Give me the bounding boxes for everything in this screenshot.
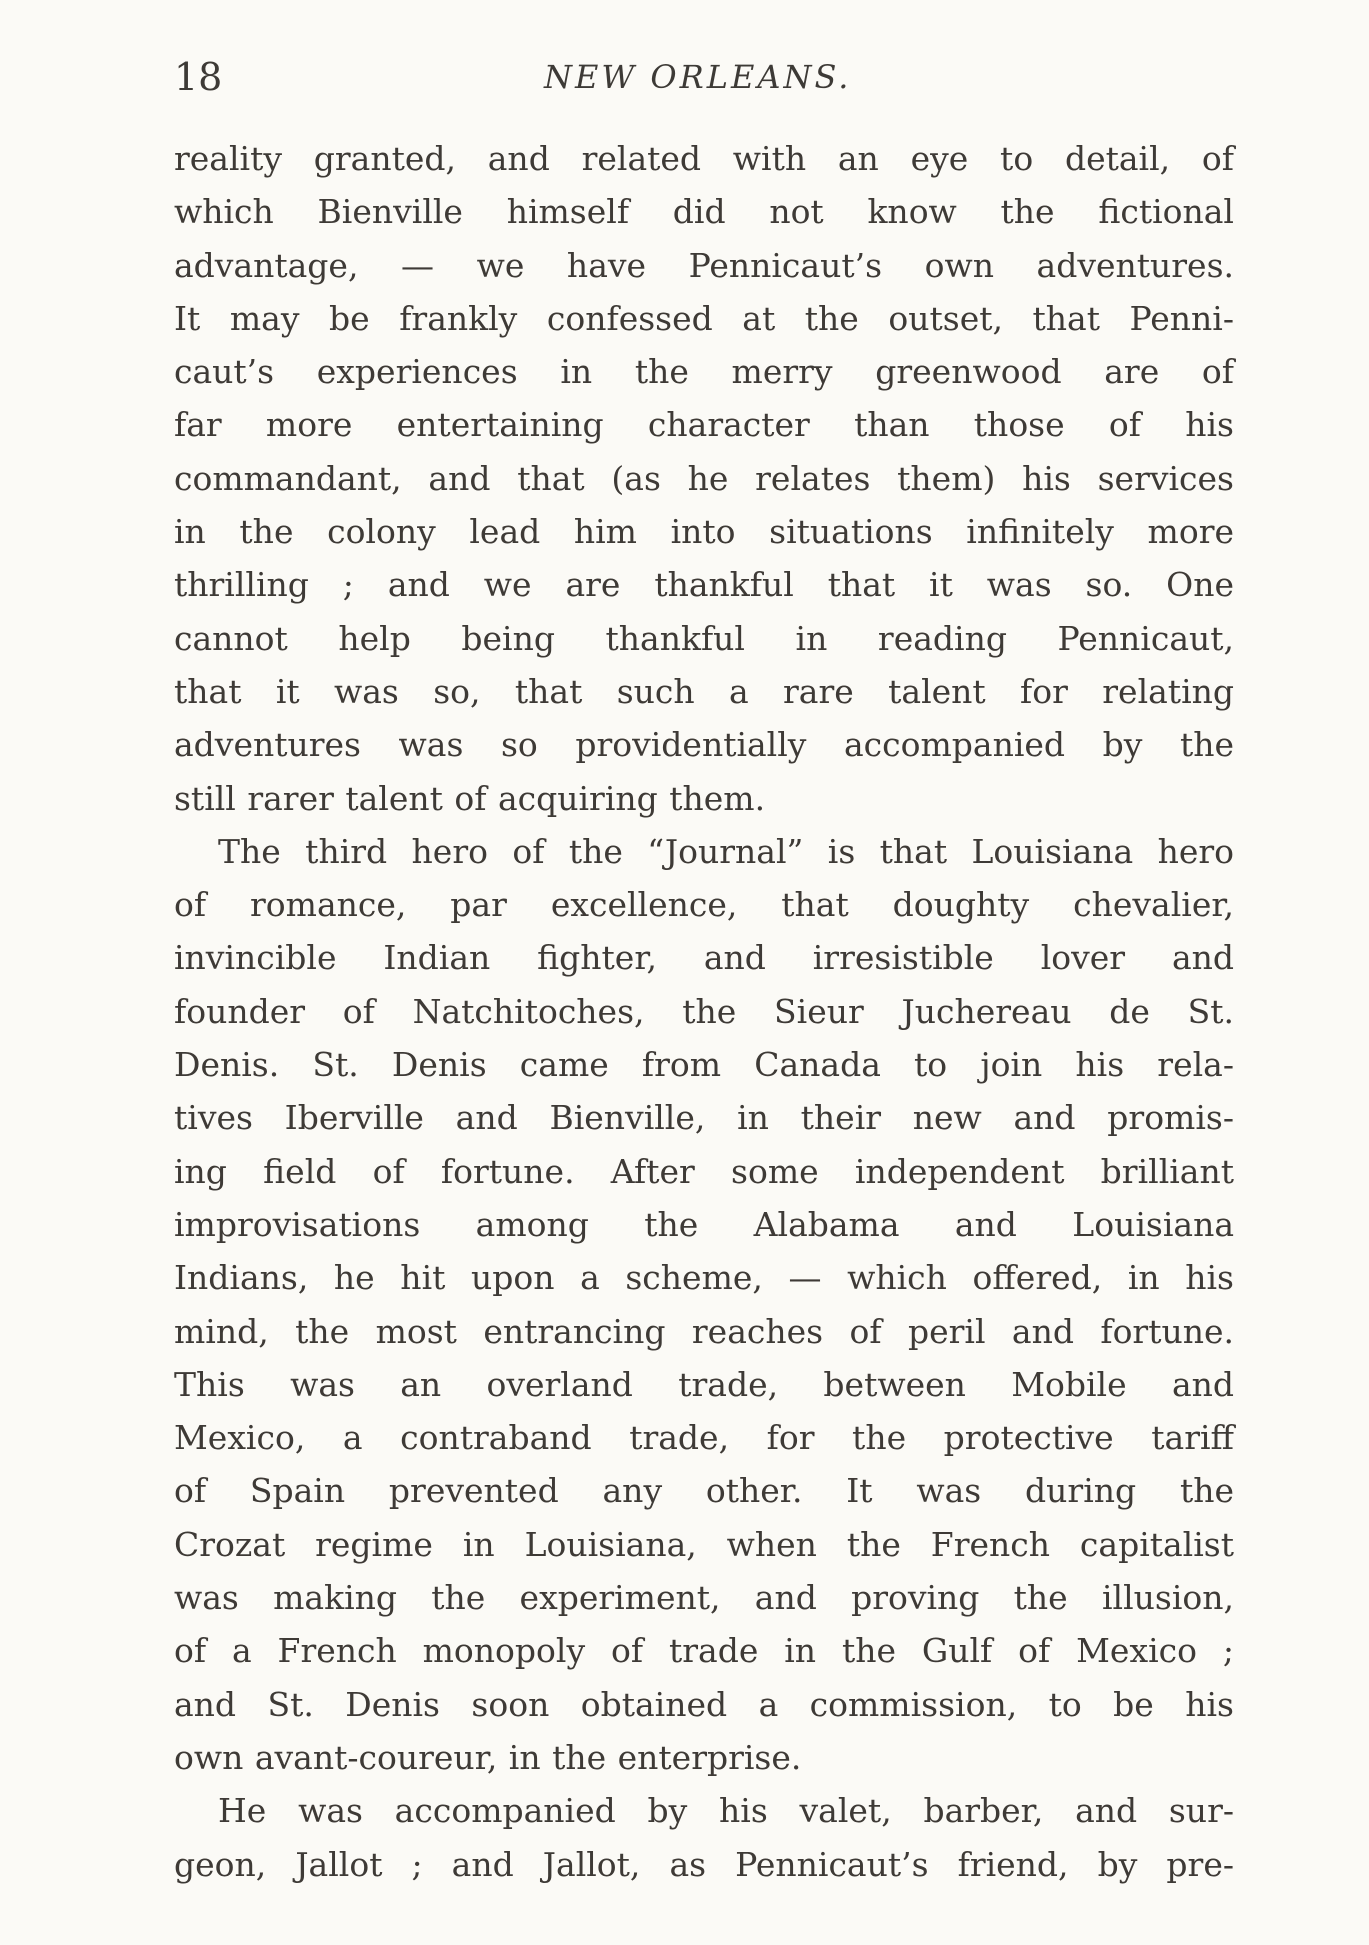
running-head: NEW ORLEANS. — [544, 58, 852, 96]
text-line: tives Iberville and Bienville, in their new and promis- — [174, 1098, 1234, 1138]
text-line: Crozat regime in Louisiana, when the French capitalist — [174, 1524, 1234, 1564]
text-line: own avant-coureur, in the enterprise. — [174, 1737, 802, 1777]
text-line: It may be frankly confessed at the outset, that Penni- — [174, 298, 1234, 338]
text-line: far more entertaining character than those of his — [174, 405, 1234, 445]
text-line: Indians, he hit upon a scheme, — which offered, in his — [174, 1258, 1234, 1298]
text-line: caut’s experiences in the merry greenwood are of — [174, 352, 1234, 392]
text-line: that it was so, that such a rare talent for relating — [174, 671, 1234, 711]
text-line: founder of Natchitoches, the Sieur Juchereau de St. — [174, 991, 1234, 1031]
page-number: 18 — [174, 55, 223, 99]
text-line: This was an overland trade, between Mobile and — [174, 1364, 1234, 1404]
text-line: improvisations among the Alabama and Louisiana — [174, 1204, 1234, 1244]
text-line: advantage, — we have Pennicaut’s own adventures. — [174, 245, 1234, 285]
text-line: of Spain prevented any other. It was during the — [174, 1471, 1234, 1511]
text-line: invincible Indian fighter, and irresistible lover and — [174, 938, 1234, 978]
text-line: mind, the most entrancing reaches of peril and fortune. — [174, 1311, 1234, 1351]
text-line: He was accompanied by his valet, barber, and sur- — [218, 1791, 1234, 1831]
text-line: ing field of fortune. After some independent brilliant — [174, 1151, 1234, 1191]
text-line: in the colony lead him into situations infinitely more — [174, 512, 1234, 552]
body-text — [174, 132, 1234, 1891]
text-line: which Bienville himself did not know the fictional — [174, 192, 1234, 232]
text-line: still rarer talent of acquiring them. — [174, 778, 766, 818]
text-line: of romance, par excellence, that doughty chevalier, — [174, 885, 1234, 925]
text-line: reality granted, and related with an eye to detail, of — [174, 139, 1234, 178]
text-line: commandant, and that (as he relates them) his services — [174, 458, 1234, 498]
text-line: adventures was so providentially accompanied by the — [174, 725, 1234, 765]
text-line: cannot help being thankful in reading Pennicaut, — [174, 618, 1234, 658]
text-line: and St. Denis soon obtained a commission, to be his — [174, 1684, 1234, 1724]
text-line: was making the experiment, and proving the illusion, — [174, 1578, 1234, 1618]
text-line: Denis. St. Denis came from Canada to join his rela- — [174, 1045, 1234, 1085]
page-header — [174, 52, 1234, 112]
text-line: The third hero of the “Journal” is that Louisiana hero — [218, 831, 1234, 871]
text-line: of a French monopoly of trade in the Gulf of Mexico ; — [174, 1631, 1234, 1671]
text-line: geon, Jallot ; and Jallot, as Pennicaut’s friend, by pre- — [174, 1844, 1234, 1884]
text-line: Mexico, a contraband trade, for the protective tariff — [174, 1418, 1234, 1458]
text-line: thrilling ; and we are thankful that it was so. One — [174, 565, 1234, 605]
